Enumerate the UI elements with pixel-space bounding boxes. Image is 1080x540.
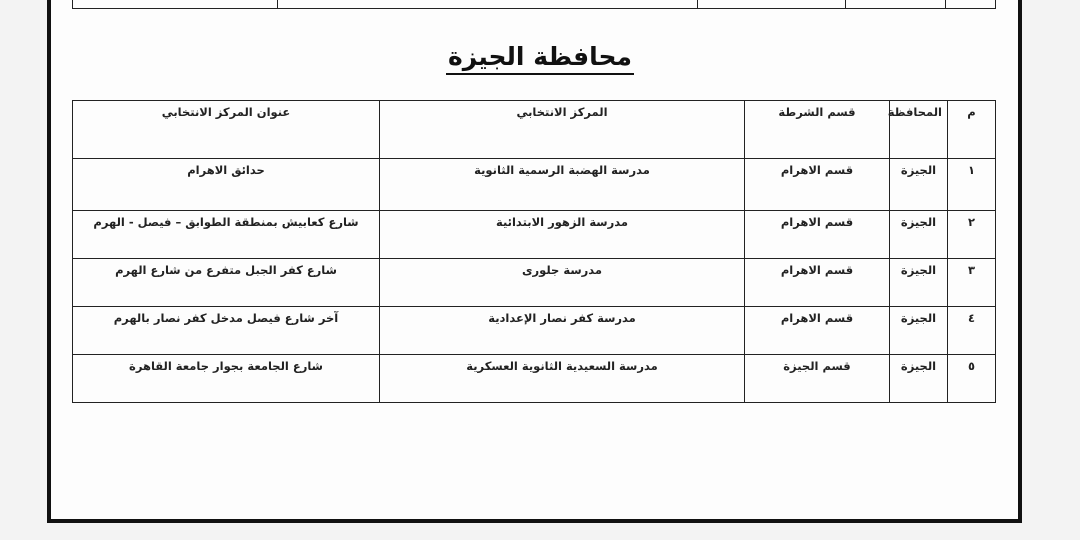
table-divider xyxy=(277,0,278,8)
cell-election-center: مدرسة السعيدية الثانوية العسكرية xyxy=(380,355,745,403)
cell-election-center: مدرسة جلورى xyxy=(380,259,745,307)
cell-election-center: مدرسة كفر نصار الإعدادية xyxy=(380,307,745,355)
table-divider xyxy=(945,0,946,8)
cell-center-address: شارع كفر الجبل متفرع من شارع الهرم xyxy=(73,259,380,307)
header-police-dept: قسم الشرطة xyxy=(745,101,890,159)
cell-center-address: آخر شارع فيصل مدخل كفر نصار بالهرم xyxy=(73,307,380,355)
cell-num: ٤ xyxy=(948,307,996,355)
table-header-row xyxy=(73,101,996,159)
previous-table-fragment xyxy=(72,0,996,9)
header-election-center: المركز الانتخابي xyxy=(380,101,745,159)
cell-num: ٣ xyxy=(948,259,996,307)
section-title-text: محافظة الجيزة xyxy=(446,42,634,75)
table-row xyxy=(73,211,996,259)
table-row xyxy=(73,355,996,403)
cell-police-dept: قسم الاهرام xyxy=(745,307,890,355)
section-title xyxy=(0,42,1080,71)
cell-num: ٥ xyxy=(948,355,996,403)
cell-center-address: شارع الجامعة بجوار جامعة القاهرة xyxy=(73,355,380,403)
cell-police-dept: قسم الاهرام xyxy=(745,159,890,211)
cell-center-address: شارع كعابيش بمنطقة الطوابق – فيصل - الهرم xyxy=(73,211,380,259)
table-row xyxy=(73,307,996,355)
cell-police-dept: قسم الاهرام xyxy=(745,211,890,259)
cell-governorate: الجيزة xyxy=(890,159,948,211)
cell-governorate: الجيزة xyxy=(890,259,948,307)
polling-stations-table xyxy=(72,100,996,403)
table-row xyxy=(73,259,996,307)
cell-governorate: الجيزة xyxy=(890,211,948,259)
cell-num: ٢ xyxy=(948,211,996,259)
cell-election-center: مدرسة الهضبة الرسمية الثانوية xyxy=(380,159,745,211)
header-num: م xyxy=(948,101,996,159)
cell-election-center: مدرسة الزهور الابتدائية xyxy=(380,211,745,259)
cell-police-dept: قسم الاهرام xyxy=(745,259,890,307)
cell-governorate: الجيزة xyxy=(890,355,948,403)
cell-police-dept: قسم الجيزة xyxy=(745,355,890,403)
cell-governorate: الجيزة xyxy=(890,307,948,355)
header-center-address: عنوان المركز الانتخابي xyxy=(73,101,380,159)
table-row xyxy=(73,159,996,211)
cell-center-address: حدائق الاهرام xyxy=(73,159,380,211)
table-divider xyxy=(697,0,698,8)
cell-num: ١ xyxy=(948,159,996,211)
header-governorate: المحافظة xyxy=(890,101,948,159)
table-divider xyxy=(845,0,846,8)
